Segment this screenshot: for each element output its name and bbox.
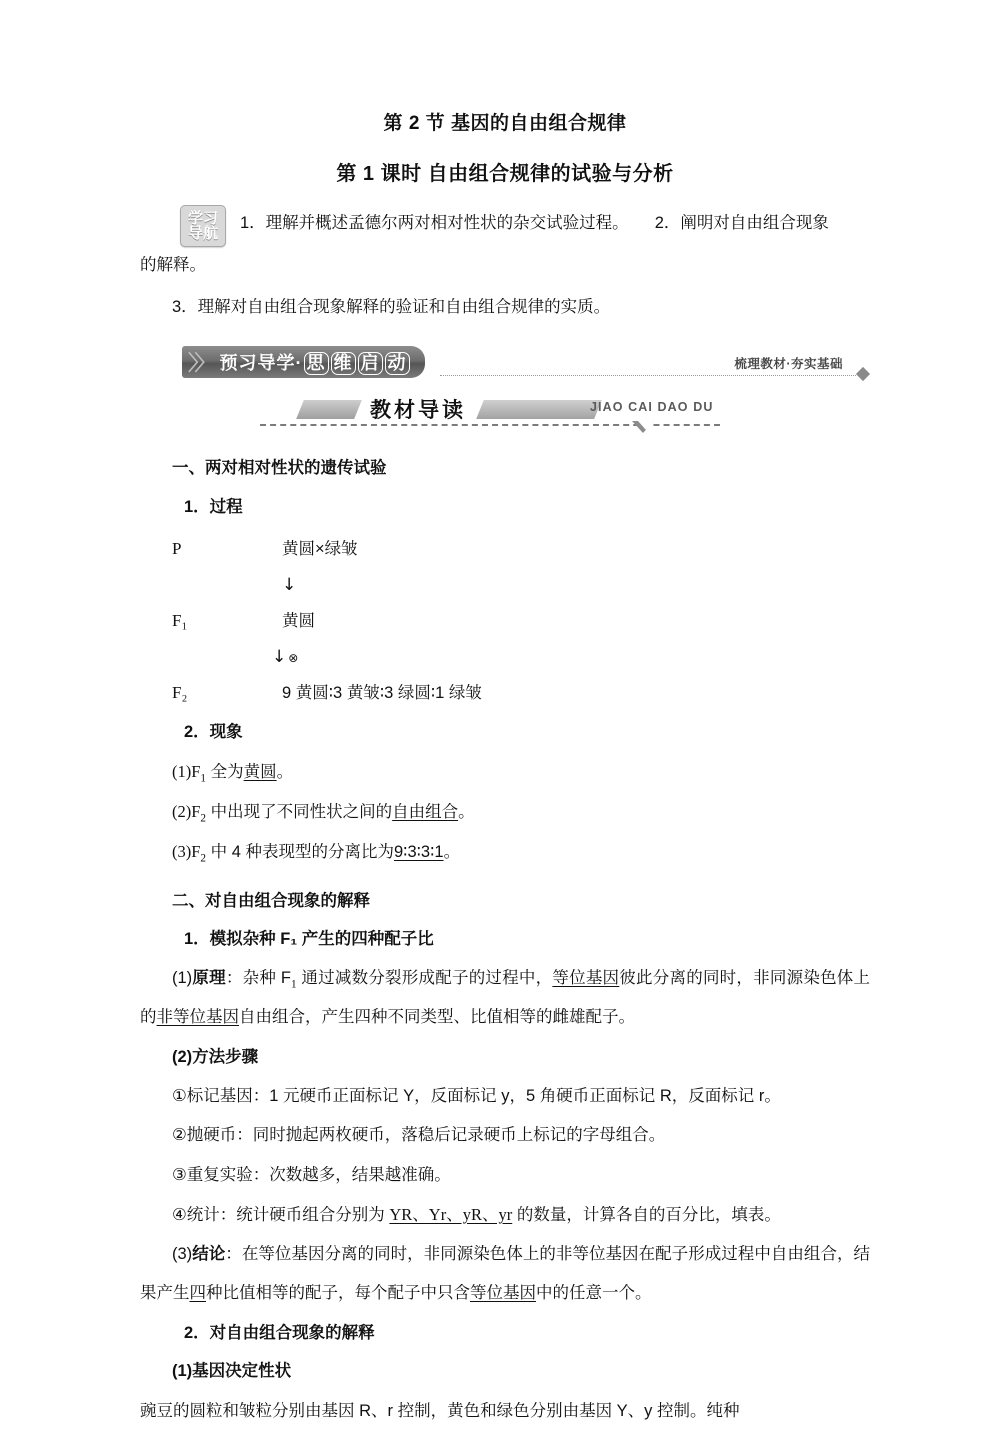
phenomenon-2-text-b: 。 — [458, 803, 475, 822]
cross-value-f2: 9 黄圆∶3 黄皱∶3 绿圆∶1 绿皱 — [282, 684, 482, 703]
step-item-3: ③重复实验：次数越多，结果越准确。 — [172, 1165, 451, 1184]
page-content — [140, 108, 870, 1431]
textbook-guide-banner — [140, 394, 870, 440]
conclusion-key-2: 等位基因 — [470, 1284, 536, 1303]
banner-title — [220, 349, 411, 375]
step-4-text-a: ④统计：统计硬币组合分别为 — [172, 1205, 390, 1224]
banner-dot: · — [295, 353, 303, 374]
section-2-sub-2-item-1 — [172, 1352, 870, 1391]
conclusion-text-b: 种比值相等的配子，每个配子中只含 — [206, 1284, 470, 1303]
subbanner-pinyin: JIAO CAI DAO DU — [590, 400, 714, 415]
step-item-1: ①标记基因：1 元硬币正面标记 Y，反面标记 y，5 角硬币正面标记 R，反面标记 r。 — [172, 1087, 781, 1106]
phenomenon-1-text-a: 全为 — [206, 762, 244, 781]
steps-label-text: (2)方法步骤 — [172, 1047, 259, 1066]
gene-determines-trait-label: (1)基因决定性状 — [172, 1362, 292, 1381]
phenomenon-3 — [172, 832, 870, 872]
phenomenon-3-text-b: 。 — [443, 843, 461, 862]
phenomenon-2-text-a: 中出现了不同性状之间的 — [206, 803, 393, 822]
step-item-4 — [172, 1195, 870, 1235]
banner-pill — [182, 346, 425, 378]
cross-value-f1: 黄圆 — [282, 611, 315, 630]
cross-label-p: P — [172, 538, 182, 558]
cross-row-f2 — [140, 673, 870, 713]
principle-key-2: 非等位基因 — [156, 1008, 239, 1027]
cross-arrow-1: ↓ — [282, 574, 299, 595]
selfing-symbol-icon: ⊗ — [288, 650, 301, 665]
boxed-char-3: 启 — [358, 352, 383, 375]
subbanner-title: 教材导读 — [370, 399, 466, 423]
principle-label: 原理 — [192, 969, 226, 988]
badge-line-2: 导航 — [187, 225, 218, 242]
section-2-heading: 二、对自由组合现象的解释 — [172, 891, 370, 910]
phenomenon-2-prefix: (2)F — [172, 802, 201, 822]
parallelogram-right-icon — [476, 400, 602, 419]
objective-1: 1．理解并概述孟德尔两对相对性状的杂交试验过程。 — [240, 214, 629, 232]
phenomenon-1-sub: 1 — [200, 772, 207, 785]
cross-arrow-2-glyph: ↓ — [272, 646, 289, 667]
principle-sub: 1 — [290, 978, 297, 991]
page-title: 第 2 节 基因的自由组合规律 — [383, 113, 627, 134]
conclusion-key-1: 四 — [189, 1284, 206, 1303]
lesson-title: 第 1 课时 自由组合规律的试验与分析 — [336, 163, 674, 185]
cross-diagram — [140, 529, 870, 713]
section-1-heading: 一、两对相对性状的遗传试验 — [172, 459, 387, 478]
boxed-char-4: 动 — [385, 352, 410, 375]
boxed-char-2: 维 — [331, 352, 356, 375]
cross-label-f1: F₁ — [172, 610, 188, 630]
cross-value-p: 黄圆×绿皱 — [282, 539, 358, 558]
principle-text-b: 通过减数分裂形成配子的过程中， — [296, 969, 553, 988]
parallelogram-left-icon — [296, 400, 362, 419]
phenomenon-3-prefix: (3)F — [172, 842, 201, 862]
learning-guide-block — [140, 202, 870, 328]
objective-3: 3．理解对自由组合现象解释的验证和自由组合规律的实质。 — [172, 298, 611, 317]
phenomenon-1-key: 黄圆 — [243, 762, 277, 781]
chevron-right-icon: 〉〉 — [188, 351, 212, 376]
preview-banner — [140, 346, 870, 386]
diamond-icon — [856, 367, 870, 381]
learning-objectives-line1 — [140, 202, 870, 244]
principle-key-1: 等位基因 — [552, 969, 620, 988]
conclusion-label: 结论 — [192, 1245, 226, 1264]
step-4-key: YR、Yr、yR、yr — [389, 1204, 513, 1224]
banner-subtitle: 梳理教材·夯实基础 — [729, 354, 848, 372]
section-2-sub-1: 1．模拟杂种 F₁ 产生的四种配子比 — [184, 930, 434, 949]
cross-arrow-2 — [272, 641, 870, 673]
phenomenon-2-key: 自由组合 — [392, 803, 459, 822]
phenomenon-1-prefix: (1)F — [172, 761, 201, 781]
principle-text-c: 彼此分离的同时，非同源染色体上的 — [140, 969, 871, 1027]
section-1-sub-2: 2．现象 — [184, 723, 243, 742]
subbanner-inner — [300, 394, 598, 424]
badge-line-1: 学习 — [187, 209, 218, 227]
cross-row-f1 — [140, 601, 870, 641]
phenomenon-3-key: 9∶3∶3∶1 — [393, 843, 444, 862]
principle-text-d: 自由组合，产生四种不同类型、比值相等的雌雄配子。 — [239, 1008, 635, 1027]
banner-title-text: 预习导学 — [219, 353, 296, 374]
step-item-2: ②抛硬币：同时抛起两枚硬币，落稳后记录硬币上标记的字母组合。 — [172, 1126, 666, 1145]
conclusion-paragraph — [140, 1235, 870, 1314]
learning-guide-badge — [180, 205, 226, 247]
principle-text-a: ：杂种 F — [225, 969, 291, 988]
steps-label — [172, 1038, 870, 1077]
objective-2: 2．阐明对自由组合现象 — [654, 214, 829, 232]
phenomenon-1 — [172, 752, 870, 792]
step-4-text-b: 的数量，计算各自的百分比，填表。 — [512, 1205, 781, 1224]
boxed-char-1: 思 — [304, 352, 329, 375]
section-2-sub-2: 2．对自由组合现象的解释 — [184, 1323, 375, 1342]
section-1-sub-1: 1．过程 — [184, 497, 243, 516]
phenomenon-2 — [172, 792, 870, 832]
chevron-down-icon-inner — [638, 421, 654, 430]
phenomenon-3-sub: 2 — [200, 852, 207, 865]
phenomenon-1-text-b: 。 — [276, 762, 294, 781]
phenomenon-2-sub: 2 — [200, 812, 207, 825]
cross-row-p — [140, 529, 870, 569]
cross-label-f2: F₂ — [172, 683, 188, 703]
conclusion-text-c: 中的任意一个。 — [536, 1284, 652, 1303]
banner-dotted-line — [440, 375, 856, 376]
principle-paragraph — [140, 959, 870, 1038]
conclusion-no: (3) — [172, 1245, 193, 1264]
principle-no: (1) — [172, 969, 193, 988]
conclusion-text-a: ：在等位基因分离的同时，非同源染色体上的非等位基因在配子形成过程中自由组合，结果产生 — [140, 1245, 871, 1303]
section-2-final-paragraph: 豌豆的圆粒和皱粒分别由基因 R、r 控制，黄色和绿色分别由基因 Y、y 控制。纯种 — [140, 1401, 740, 1420]
learning-objectives-line2: 的解释。 — [140, 256, 206, 275]
phenomenon-3-text-a: 中 4 种表现型的分离比为 — [206, 843, 394, 862]
